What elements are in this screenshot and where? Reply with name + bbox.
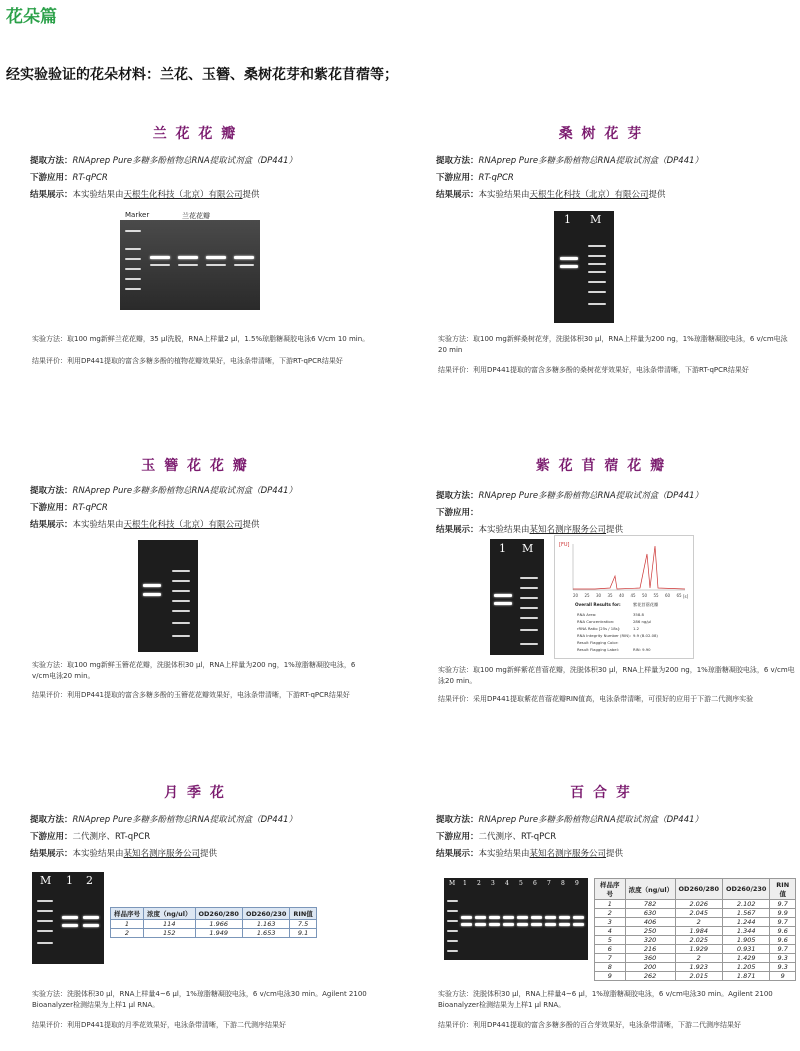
gel-band: [573, 916, 584, 919]
table-cell: 320: [625, 936, 675, 945]
result-field-value: 1.2: [633, 626, 640, 631]
gel-band: [545, 923, 556, 926]
result-field-label: Result Flagging Color:: [577, 640, 619, 645]
result-suffix: 提供: [606, 849, 624, 859]
table-cell: 200: [625, 963, 675, 972]
result-field-value: RIN: 9.90: [633, 647, 651, 652]
downstream-line: [30, 171, 108, 183]
result-line: [30, 518, 260, 530]
table-header: 浓度（ng/ul）: [625, 879, 675, 900]
panel-lily-bud: [406, 782, 796, 1042]
x-tick-label: 35: [607, 593, 613, 598]
gel-band: [503, 923, 514, 926]
downstream-line: [30, 501, 108, 513]
panel-title: 兰 花 花 瓣: [152, 126, 238, 142]
gel-band: [531, 916, 542, 919]
experiment-method: 实验方法：取100 mg新鲜玉簪花花瓣，洗脱体积30 μl，RNA上样量为200 ng，1%琼脂糖凝胶电泳，6 v/cm电泳20 min。: [32, 661, 356, 680]
method-label: 提取方法：: [436, 815, 479, 825]
evaluation: 结果评价：利用DP441提取的富含多糖多酚的百合芽效果好，电泳条带清晰，下游二代测序结果好: [438, 1021, 741, 1029]
evaluation: 结果评价：利用DP441提取的富含多糖多酚的桑树花芽效果好，电泳条带清晰，下游RT-qPCR结果好: [438, 366, 749, 374]
table-header: OD260/280: [675, 879, 722, 900]
downstream-line: [436, 171, 514, 183]
gel-band: [447, 920, 458, 922]
table-row: [595, 927, 796, 936]
electropherogram-x-ticks: [573, 593, 682, 598]
method-line: [30, 813, 297, 825]
result-prefix: 本实验结果由: [478, 849, 530, 859]
evaluation: 结果评价：利用DP441提取的月季花效果好，电泳条带清晰，下游二代测序结果好: [32, 1021, 286, 1029]
evaluation: 结果评价：利用DP441提取的富含多糖多酚的植物花瓣效果好，电泳条带清晰，下游RT-qPCR结果好: [32, 357, 343, 365]
panel-hosta-petal: [0, 455, 390, 715]
gel-label-marker: M: [590, 213, 602, 226]
table-cell: 1.923: [675, 963, 722, 972]
result-company: 某知名测序服务公司: [123, 849, 201, 859]
gel-label-lane1: 1: [66, 874, 73, 887]
table-cell: 1.984: [675, 927, 722, 936]
table-cell: 1.163: [242, 920, 289, 929]
result-company: 某知名测序服务公司: [529, 525, 607, 535]
table-cell: 6: [595, 945, 626, 954]
method-line: [436, 489, 703, 501]
gel-band: [517, 916, 528, 919]
table-cell: 1.949: [195, 929, 242, 938]
gel-label-lane2: 2: [86, 874, 93, 887]
result-field-label: RNA Integrity Number (RIN):: [577, 633, 631, 638]
gel-band: [489, 916, 500, 919]
result-suffix: 提供: [242, 190, 260, 200]
result-field-value: 358.8: [633, 612, 644, 617]
downstream-label: 下游应用：: [30, 173, 73, 183]
result-prefix: 本实验结果由: [72, 520, 124, 530]
results-table: [110, 907, 317, 938]
table-header: OD260/280: [195, 908, 242, 920]
result-field-value: 286 ng/µl: [633, 619, 652, 624]
table-cell: 1: [111, 920, 144, 929]
downstream-label: 下游应用：: [436, 832, 479, 842]
gel-band: [573, 923, 584, 926]
result-suffix: 提供: [606, 525, 624, 535]
result-label: 结果展示：: [30, 190, 73, 200]
gel-band: [447, 900, 458, 902]
intro-text: 经实验验证的花朵材料：兰花、玉簪、桑树花芽和紫花苜蓿等；: [6, 67, 398, 83]
result-prefix: 本实验结果由: [478, 525, 530, 535]
x-tick-label: 30: [596, 593, 602, 598]
result-field-label: Result Flagging Label:: [577, 647, 619, 652]
downstream-text: RT-qPCR: [72, 503, 108, 513]
gel-image: [32, 872, 104, 964]
table-cell: 216: [625, 945, 675, 954]
result-label: 结果展示：: [436, 190, 479, 200]
table-cell: 2.045: [675, 909, 722, 918]
electropherogram-y-label: [FU]: [559, 542, 570, 548]
gel-lane-label: 8: [561, 880, 565, 887]
gel-lane-label: 5: [519, 880, 523, 887]
experiment-method: 实验方法：取100 mg新鲜兰花花瓣，35 μl洗脱，RNA上样量2 μl，1.5%琼脂糖凝胶电泳6 V/cm 10 min。: [32, 335, 370, 343]
panel-alfalfa-petal: [406, 455, 796, 715]
gel-image: [444, 878, 588, 960]
table-cell: 406: [625, 918, 675, 927]
result-line: [30, 188, 260, 200]
method-line: [436, 813, 703, 825]
gel-band: [489, 923, 500, 926]
table-cell: 2.026: [675, 900, 722, 909]
table-cell: 2.025: [675, 936, 722, 945]
method-text: RNAprep Pure多糖多酚植物总RNA提取试剂盒（DP441）: [478, 156, 704, 166]
table-cell: 1.344: [722, 927, 769, 936]
gel-lane-label: 7: [547, 880, 551, 887]
table-cell: 1.966: [195, 920, 242, 929]
gel-label-marker: M: [522, 542, 534, 555]
x-tick-label: 45: [630, 593, 636, 598]
x-tick-label: 60: [665, 593, 671, 598]
table-row: [595, 963, 796, 972]
table-cell: 5: [595, 936, 626, 945]
method-text: RNAprep Pure多糖多酚植物总RNA提取试剂盒（DP441）: [72, 156, 298, 166]
table-cell: 2.015: [675, 972, 722, 981]
gel-band: [447, 940, 458, 942]
evaluation: 结果评价：采用DP441提取紫花苜蓿花瓣RIN值高，电泳条带清晰，可很好的应用于下游二代测序实验: [438, 695, 754, 703]
table-cell: 1.429: [722, 954, 769, 963]
table-cell: 250: [625, 927, 675, 936]
table-cell: 9.9: [770, 909, 796, 918]
gel-band: [461, 916, 472, 919]
table-cell: 2: [675, 918, 722, 927]
downstream-text: RT-qPCR: [72, 173, 108, 183]
table-cell: 7.5: [290, 920, 316, 929]
table-cell: 2: [595, 909, 626, 918]
table-header: OD260/230: [722, 879, 769, 900]
panel-title: 紫 花 苜 蓿 花 瓣: [535, 458, 667, 474]
electropherogram-trace: [573, 546, 685, 589]
gel-lane-label: 6: [533, 880, 537, 887]
x-tick-label: 50: [642, 593, 648, 598]
gel-image: [138, 540, 198, 652]
table-row: [595, 918, 796, 927]
table-cell: 7: [595, 954, 626, 963]
result-label: 结果展示：: [30, 849, 73, 859]
result-field-label: RNA Concentration:: [577, 619, 615, 624]
method-text: RNAprep Pure多糖多酚植物总RNA提取试剂盒（DP441）: [72, 486, 298, 496]
table-cell: 9.6: [770, 927, 796, 936]
method-label: 提取方法：: [436, 491, 479, 501]
downstream-text: RT-qPCR: [478, 173, 514, 183]
table-cell: 1: [595, 900, 626, 909]
result-prefix: 本实验结果由: [478, 190, 530, 200]
x-tick-label: 65: [676, 593, 682, 598]
table-cell: 9.7: [770, 900, 796, 909]
table-row: [595, 909, 796, 918]
panel-orchid-petal: [0, 123, 390, 383]
table-cell: 9.6: [770, 936, 796, 945]
result-suffix: 提供: [648, 190, 666, 200]
table-cell: 1.905: [722, 936, 769, 945]
table-row: [111, 920, 317, 929]
table-cell: 152: [144, 929, 196, 938]
result-label: 结果展示：: [30, 520, 73, 530]
downstream-label: 下游应用：: [30, 832, 73, 842]
downstream-line: [436, 830, 556, 842]
table-header: OD260/230: [242, 908, 289, 920]
table-row: [111, 929, 317, 938]
method-text: RNAprep Pure多糖多酚植物总RNA提取试剂盒（DP441）: [72, 815, 298, 825]
result-company: 天根生化科技（北京）有限公司: [123, 520, 243, 530]
gel-label-sample: 兰花花瓣: [182, 212, 210, 220]
gel-label-lane1: 1: [499, 542, 506, 555]
result-field-label: rRNA Ratio [25s / 18s]:: [577, 626, 621, 631]
result-line: [436, 523, 623, 535]
result-prefix: 本实验结果由: [72, 190, 124, 200]
table-cell: 9.3: [770, 963, 796, 972]
method-label: 提取方法：: [436, 156, 479, 166]
table-cell: 630: [625, 909, 675, 918]
results-summary-rows: [577, 612, 658, 652]
result-line: [436, 847, 623, 859]
table-cell: 2: [111, 929, 144, 938]
page-heading: 花朵篇: [6, 7, 57, 27]
gel-lane-label: 2: [477, 880, 481, 887]
gel-image: [120, 220, 260, 310]
gel-band: [461, 923, 472, 926]
table-cell: 8: [595, 963, 626, 972]
gel-lane-label: 3: [491, 880, 495, 887]
panel-rose: [0, 782, 390, 1042]
table-cell: 9.7: [770, 945, 796, 954]
x-tick-label: 40: [619, 593, 625, 598]
table-cell: 1.244: [722, 918, 769, 927]
gel-band: [447, 910, 458, 912]
x-tick-label: 20: [573, 593, 579, 598]
downstream-line: [436, 506, 479, 518]
table-cell: 782: [625, 900, 675, 909]
table-cell: 1.929: [675, 945, 722, 954]
gel-image: [490, 539, 544, 655]
results-sample-name: 紫花苜蓿花瓣: [633, 602, 659, 607]
gel-lane-label: M: [449, 880, 456, 887]
table-cell: 9: [595, 972, 626, 981]
method-label: 提取方法：: [30, 815, 73, 825]
table-row: [595, 954, 796, 963]
table-cell: 1.205: [722, 963, 769, 972]
gel-lane-label: 1: [463, 880, 467, 887]
gel-band: [447, 930, 458, 932]
panel-title: 月 季 花: [164, 785, 226, 801]
gel-band: [517, 923, 528, 926]
electropherogram-x-unit: [s]: [683, 594, 689, 599]
method-line: [436, 154, 703, 166]
table-cell: 9: [770, 972, 796, 981]
table-cell: 4: [595, 927, 626, 936]
downstream-label: 下游应用：: [436, 173, 479, 183]
method-line: [30, 154, 297, 166]
result-suffix: 提供: [200, 849, 218, 859]
result-label: 结果展示：: [436, 849, 479, 859]
evaluation: 结果评价：利用DP441提取的富含多糖多酚的玉簪花花瓣效果好，电泳条带清晰，下游RT-qPCR结果好: [32, 691, 350, 699]
experiment-method: 实验方法：洗脱体积30 μl，RNA上样量4~6 μl，1%琼脂糖凝胶电泳，6 v/cm电泳30 min。Agilent 2100 Bioanalyzer检测结果为上样1 μl RNA。: [32, 990, 367, 1009]
results-summary-title: Overall Results for:: [575, 602, 621, 607]
panel-mulberry-bud: [406, 123, 796, 383]
table-cell: 9.3: [770, 954, 796, 963]
gel-lane-label: 9: [575, 880, 579, 887]
gel-band: [503, 916, 514, 919]
result-company: 天根生化科技（北京）有限公司: [123, 190, 243, 200]
result-prefix: 本实验结果由: [72, 849, 124, 859]
result-line: [30, 847, 217, 859]
method-label: 提取方法：: [30, 156, 73, 166]
results-table: [594, 878, 796, 981]
table-row: [595, 945, 796, 954]
table-cell: 3: [595, 918, 626, 927]
table-row: [595, 972, 796, 981]
table-header: 样品序号: [111, 908, 144, 920]
table-row: [595, 900, 796, 909]
table-cell: 9.7: [770, 918, 796, 927]
gel-label-marker: Marker: [125, 211, 150, 219]
downstream-label: 下游应用：: [30, 503, 73, 513]
gel-lane-label: 4: [505, 880, 509, 887]
table-header: RIN值: [290, 908, 316, 920]
table-cell: 262: [625, 972, 675, 981]
gel-band: [447, 950, 458, 952]
panel-title: 百 合 芽: [570, 785, 632, 801]
bioanalyzer-report: [554, 535, 694, 659]
table-row: [595, 936, 796, 945]
table-cell: 360: [625, 954, 675, 963]
result-line: [436, 188, 666, 200]
gel-band: [545, 916, 556, 919]
table-cell: 1.567: [722, 909, 769, 918]
method-text: RNAprep Pure多糖多酚植物总RNA提取试剂盒（DP441）: [478, 815, 704, 825]
gel-band: [475, 923, 486, 926]
bioanalyzer-electropherogram: [555, 536, 695, 660]
panel-title: 玉 簪 花 花 瓣: [141, 458, 249, 474]
table-cell: 9.1: [290, 929, 316, 938]
gel-image: [554, 211, 614, 323]
table-cell: 1.653: [242, 929, 289, 938]
table-cell: 114: [144, 920, 196, 929]
result-label: 结果展示：: [436, 525, 479, 535]
gel-band: [559, 916, 570, 919]
table-header: RIN值: [770, 879, 796, 900]
x-tick-label: 55: [653, 593, 659, 598]
method-text: RNAprep Pure多糖多酚植物总RNA提取试剂盒（DP441）: [478, 491, 704, 501]
gel-band: [531, 923, 542, 926]
method-label: 提取方法：: [30, 486, 73, 496]
panel-title: 桑 树 花 芽: [558, 126, 644, 142]
downstream-text: 二代测序、RT-qPCR: [478, 832, 557, 842]
gel-label-lane1: 1: [564, 213, 571, 226]
table-header: 浓度（ng/ul）: [144, 908, 196, 920]
result-suffix: 提供: [242, 520, 260, 530]
experiment-method: 实验方法：取100 mg新鲜桑树花芽，洗脱体积30 μl，RNA上样量为200 ng，1%琼脂糖凝胶电泳，6 v/cm电泳20 min: [438, 335, 788, 354]
result-company: 某知名测序服务公司: [529, 849, 607, 859]
downstream-line: [30, 830, 150, 842]
x-tick-label: 25: [584, 593, 590, 598]
result-company: 天根生化科技（北京）有限公司: [529, 190, 649, 200]
gel-band: [475, 916, 486, 919]
gel-label-marker: M: [40, 874, 52, 887]
table-cell: 1.871: [722, 972, 769, 981]
result-field-label: RNA Area:: [577, 612, 597, 617]
downstream-label: 下游应用：: [436, 508, 479, 518]
table-cell: 2.102: [722, 900, 769, 909]
table-cell: 2: [675, 954, 722, 963]
gel-band: [559, 923, 570, 926]
experiment-method: 实验方法：取100 mg新鲜紫花苜蓿花瓣，洗脱体积30 μl，RNA上样量为200 ng，1%琼脂糖凝胶电泳，6 v/cm电泳20 min。: [438, 666, 795, 685]
experiment-method: 实验方法：洗脱体积30 μl，RNA上样量4~6 μl，1%琼脂糖凝胶电泳，6 v/cm电泳30 min。Agilent 2100 Bioanalyzer检测结果为上样1 μl RNA。: [438, 990, 773, 1009]
method-line: [30, 484, 297, 496]
table-header: 样品序号: [595, 879, 626, 900]
table-cell: 0.931: [722, 945, 769, 954]
result-field-value: 9.9 (B.02.08): [633, 633, 658, 638]
downstream-text: 二代测序、RT-qPCR: [72, 832, 151, 842]
